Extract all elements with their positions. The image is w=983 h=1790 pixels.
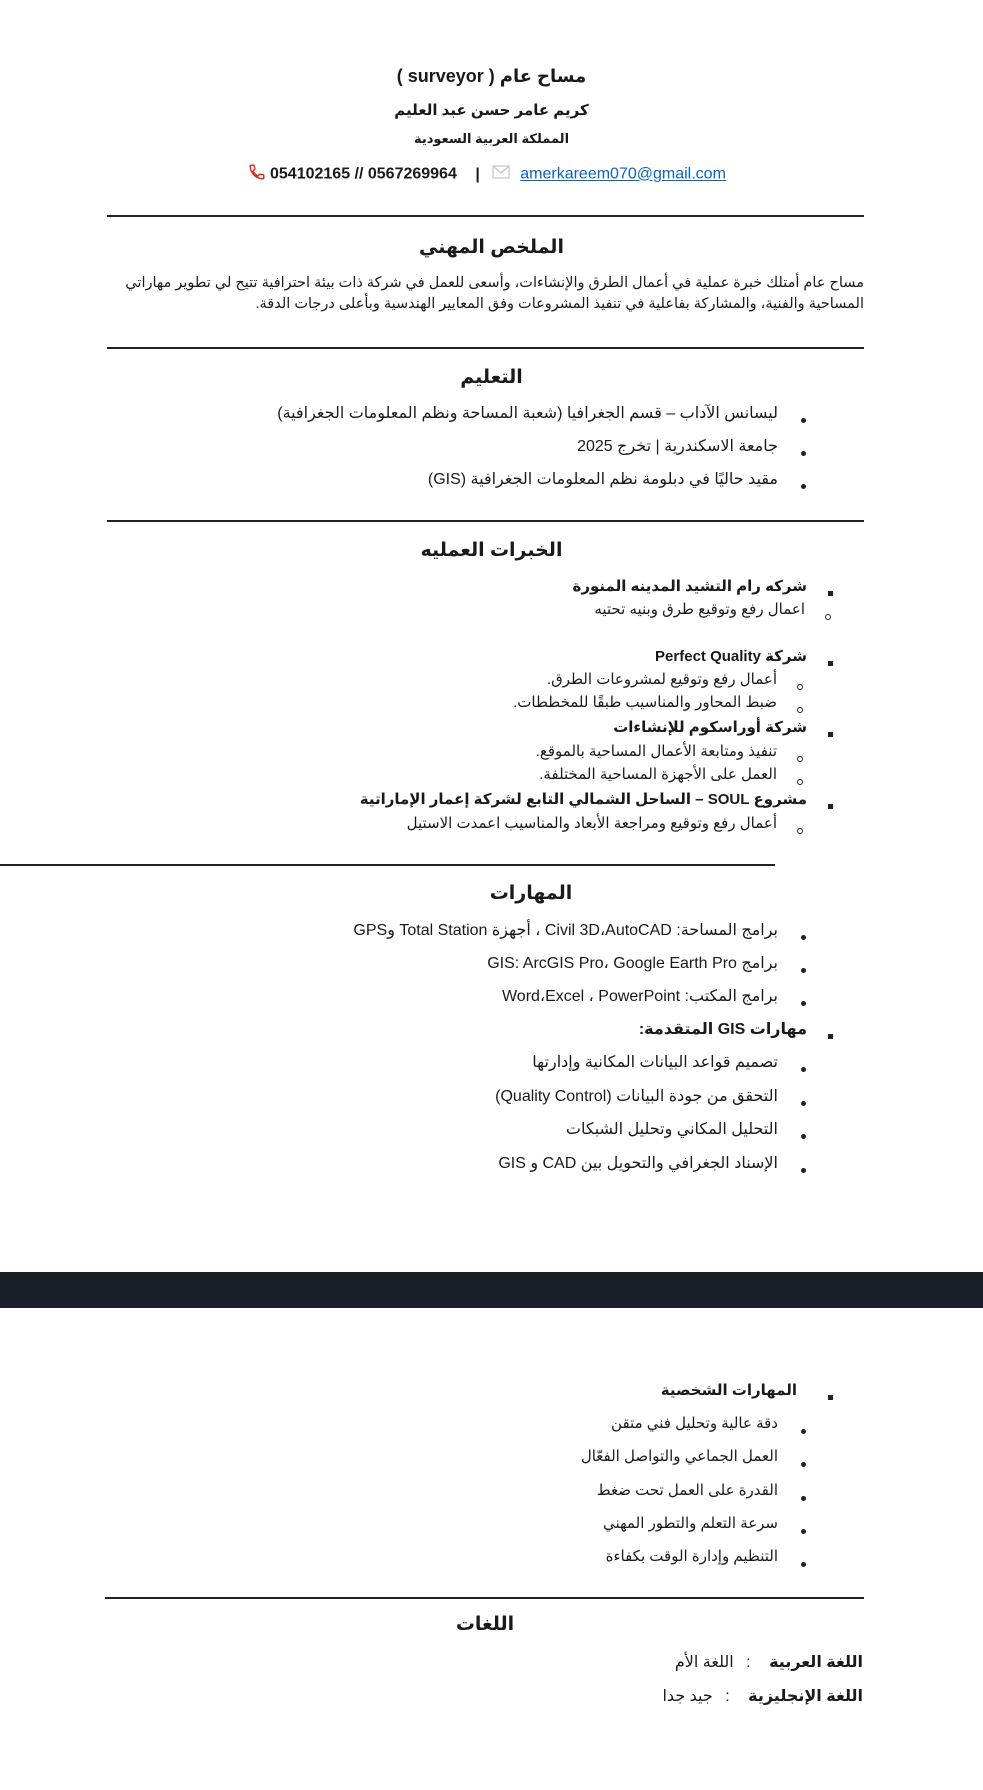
divider bbox=[0, 864, 775, 866]
task-item: أعمال رفع وتوقيع لمشروعات الطرق. bbox=[546, 671, 777, 688]
bullet-icon bbox=[801, 1523, 806, 1541]
phone-numbers: 054102165 // 0567269964 bbox=[270, 165, 457, 183]
summary-line: مساح عام أمتلك خبرة عملية في أعمال الطرق والإنشاءات، وأسعى للعمل في شركة ذات بيئة احترافية تتيح لي تطوير مهاراتي bbox=[125, 275, 864, 291]
bullet-icon bbox=[801, 1556, 806, 1574]
bullet-icon bbox=[801, 1423, 806, 1441]
phone-icon bbox=[248, 163, 266, 186]
language-separator: : bbox=[725, 1688, 730, 1705]
bullet-icon bbox=[801, 995, 806, 1013]
task-item: العمل على الأجهزة المساحية المختلفة. bbox=[539, 766, 777, 783]
candidate-name: كريم عامر حسن عبد العليم bbox=[394, 102, 589, 119]
mail-icon bbox=[492, 165, 510, 184]
company-name: شركه رام التشيد المدينه المنورة bbox=[572, 578, 807, 595]
bullet-icon bbox=[828, 585, 833, 603]
bullet-icon bbox=[801, 929, 806, 947]
page-break-band bbox=[0, 1272, 983, 1308]
circle-bullet-icon bbox=[797, 822, 803, 840]
task-item: اعمال رفع وتوقيع طرق وبنيه تحتيه bbox=[594, 601, 805, 618]
summary-text bbox=[104, 273, 864, 315]
gis-skill-item: تصميم قواعد البيانات المكانية وإدارتها bbox=[532, 1054, 778, 1071]
languages-title: اللغات bbox=[455, 1614, 515, 1635]
skill-item: برامج المساحة: Civil 3D،AutoCAD ، أجهزة Total Station وGPS bbox=[353, 922, 778, 939]
experience-title: الخبرات العمليه bbox=[420, 540, 563, 561]
personal-skill-item: التنظيم وإدارة الوقت بكفاءة bbox=[605, 1548, 778, 1565]
gis-skill-item: التحقق من جودة البيانات (Quality Control) bbox=[495, 1088, 778, 1105]
circle-bullet-icon bbox=[797, 750, 803, 768]
bullet-icon bbox=[801, 478, 806, 496]
email-link[interactable]: amerkareem070@gmail.com bbox=[520, 165, 726, 183]
gis-skills-title: مهارات GIS المتقدمة: bbox=[638, 1021, 807, 1038]
bullet-icon bbox=[801, 1095, 806, 1113]
company-name: شركة أوراسكوم للإنشاءات bbox=[613, 719, 807, 736]
bullet-icon bbox=[828, 726, 833, 744]
bullet-icon bbox=[828, 798, 833, 816]
company-name: مشروع SOUL – الساحل الشمالي التابع لشركة إعمار الإماراتية bbox=[359, 791, 807, 808]
personal-skill-item: القدرة على العمل تحت ضغط bbox=[596, 1482, 778, 1499]
skills-title: المهارات bbox=[489, 883, 573, 904]
contact-separator: | bbox=[475, 165, 480, 183]
company-name: شركة Perfect Quality bbox=[655, 648, 807, 665]
bullet-icon bbox=[801, 962, 806, 980]
personal-skills-title: المهارات الشخصية bbox=[660, 1382, 797, 1399]
bullet-icon bbox=[801, 1061, 806, 1079]
bullet-icon bbox=[828, 1389, 833, 1407]
task-item: تنفيذ ومتابعة الأعمال المساحية بالموقع. bbox=[535, 743, 777, 760]
gis-skill-item: التحليل المكاني وتحليل الشبكات bbox=[565, 1121, 778, 1138]
language-level: جيد جدا bbox=[662, 1688, 713, 1705]
circle-bullet-icon bbox=[797, 773, 803, 791]
language-separator: : bbox=[746, 1654, 751, 1671]
skill-item: برامج المكتب: Word،Excel ، PowerPoint bbox=[501, 988, 778, 1005]
education-item: ليسانس الآداب – قسم الجغرافيا (شعبة المساحة ونظم المعلومات الجغرافية) bbox=[277, 405, 778, 422]
divider bbox=[107, 215, 864, 217]
education-item: مقيد حاليًا في دبلومة نظم المعلومات الجغرافية (GIS) bbox=[427, 471, 778, 488]
language-level: اللغة الأم bbox=[674, 1654, 734, 1671]
circle-bullet-icon bbox=[797, 701, 803, 719]
personal-skill-item: سرعة التعلم والتطور المهني bbox=[603, 1515, 778, 1532]
skill-item: برامج GIS: ArcGIS Pro، Google Earth Pro bbox=[487, 955, 778, 972]
summary-title: الملخص المهني bbox=[419, 237, 564, 258]
language-name: اللغة العربية bbox=[769, 1654, 863, 1671]
personal-skill-item: دقة عالية وتحليل فني متقن bbox=[611, 1415, 778, 1432]
bullet-icon bbox=[828, 655, 833, 673]
language-name: اللغة الإنجليزية bbox=[748, 1688, 863, 1705]
bullet-icon bbox=[801, 445, 806, 463]
divider bbox=[105, 1597, 864, 1599]
gis-skill-item: الإسناد الجغرافي والتحويل بين CAD و GIS bbox=[498, 1155, 778, 1172]
personal-skill-item: العمل الجماعي والتواصل الفعّال bbox=[580, 1448, 778, 1465]
education-item: جامعة الاسكندرية | تخرج 2025 bbox=[577, 438, 778, 455]
circle-bullet-icon bbox=[797, 678, 803, 696]
circle-bullet-icon bbox=[825, 608, 831, 626]
language-row bbox=[662, 1686, 863, 1706]
divider bbox=[107, 520, 864, 522]
bullet-icon bbox=[801, 412, 806, 430]
education-title: التعليم bbox=[460, 367, 523, 388]
summary-line: المساحية والفنية، والمشاركة بفاعلية في تنفيذ المشروعات وفق المعايير الهندسية وبأعلى درجات الدقة. bbox=[255, 296, 864, 312]
bullet-icon bbox=[828, 1028, 833, 1046]
divider bbox=[107, 347, 864, 349]
candidate-country: المملكة العربية السعودية bbox=[413, 131, 570, 146]
task-item: أعمال رفع وتوقيع ومراجعة الأبعاد والمناسيب اعمدت الاستيل bbox=[406, 815, 777, 832]
bullet-icon bbox=[801, 1128, 806, 1146]
contact-line bbox=[248, 163, 748, 185]
bullet-icon bbox=[801, 1456, 806, 1474]
language-row bbox=[675, 1652, 863, 1672]
resume-title: مساح عام ( surveyor ) bbox=[396, 66, 587, 86]
task-item: ضبط المحاور والمناسيب طبقًا للمخططات. bbox=[513, 694, 777, 711]
bullet-icon bbox=[801, 1162, 806, 1180]
bullet-icon bbox=[801, 1490, 806, 1508]
